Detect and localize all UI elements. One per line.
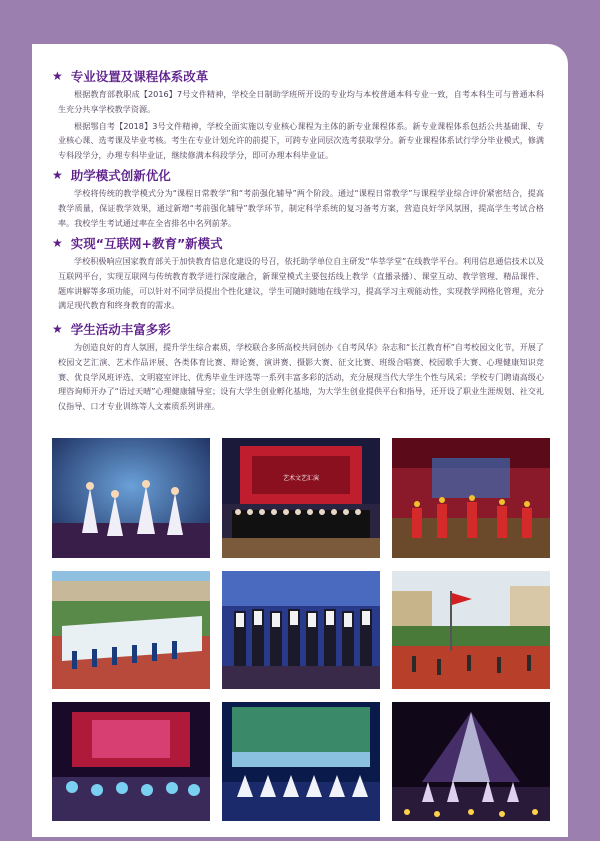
section-title: ★ 实现“互联网+教育”新模式 xyxy=(52,236,223,251)
section-title: ★ 助学模式创新优化 xyxy=(52,168,171,183)
section-title: ★ 学生活动丰富多彩 xyxy=(52,322,171,337)
section-student-activities xyxy=(32,320,568,414)
star-icon: ★ xyxy=(52,322,63,336)
photo-white-dress-dance xyxy=(222,702,380,821)
photo-light-show-dance xyxy=(392,702,550,821)
star-icon: ★ xyxy=(52,236,63,250)
photo-choir-contest xyxy=(222,571,380,689)
star-icon: ★ xyxy=(52,168,63,182)
section-paragraph: 学校将传统的教学模式分为“课程日常教学”和“考前强化辅导”两个阶段。通过“课程日常教学”与课程学业综合评价紧密结合，提高教学质量，保证教学效果，通过新增“考前强化辅导”教学环节，制定科学系统的复习备考方案，营造良好学风氛围，提高学生考试合格率。我校学生考试通过率在全省排名中名列前茅。 xyxy=(58,188,544,228)
photo-sports-field xyxy=(392,571,550,689)
section-paragraph: 学校积极响应国家教育部关于加快教育信息化建设的号召，依托助学单位自主研发“华莘学堂”在线教学平台。利用信息通信技术以及互联网平台，实现互联网与传统教育教学进行深度融合，新课堂模式主要包括线上教学（直播录播）、课堂互动、教学管理、精品课件、题库讲解等多项功能，可以针对不同学员提出个性化建议，学生可随时随地在线学习，提高学习主观能动性，实现教学网格化管理，充分满足现代教育和终身教育的需求。 xyxy=(58,256,544,311)
photo-art-gala-group xyxy=(222,438,380,558)
photo-dance-performance xyxy=(52,438,210,558)
section-title: ★ 专业设置及课程体系改革 xyxy=(52,69,209,84)
section-paragraph: 根据鄂自考【2018】3号文件精神，学校全面实施以专业核心课程为主体的新专业课程体系。新专业课程体系包括公共基础课、专业核心课、选考课及毕业考核。考生在专业计划允许的前提下，可跨专业同层次选考获取学分。新专业课程体系试行学分毕业模式，修满专科段学分，办理专科毕业证，继续修满本科段学分，即可办理本科毕业证。 xyxy=(58,120,544,161)
photo-grid xyxy=(52,438,550,825)
section-paragraph: 为创造良好的育人氛围，提升学生综合素质，学校联合多所高校共同创办《自考风华》杂志和“长江教育杯”自考校园文化节，开展了校园文艺汇演、艺术作品评展、各类体育比赛、辩论赛、演讲赛、摄影大赛、征文比赛、班级合唱赛、校园歌手大赛、心理健康知识竞赛、优良学风班评选、文明寝室评比、优秀毕业生评选等一系列丰富多彩的活动，充分展现当代大学生个性与风采；学校专门聘请高级心理咨询师开办了“语过天晴”心理健康辅导室；设有大学生创业孵化基地，为大学生创业提供平台和指导，还开设了职业生涯规划、社交礼仪指导、口才专业训练等人文素质系列讲座。 xyxy=(58,342,544,412)
star-icon: ★ xyxy=(52,69,63,83)
photo-stage-dance-red xyxy=(52,702,210,821)
section-major-setting xyxy=(32,67,568,163)
section-paragraph: 根据教育部教职成【2016】7号文件精神，学校全日制助学班所开设的专业均与本校普通本科专业一致，自考本科生可与普通本科生充分共享学校教学资源。 xyxy=(58,89,544,114)
section-teaching-mode xyxy=(32,166,568,230)
section-internet-education xyxy=(32,234,568,313)
photo-red-stage-performance xyxy=(392,438,550,558)
svg-text:艺术文艺汇演: 艺术文艺汇演 xyxy=(282,475,320,482)
photo-sports-parade xyxy=(52,571,210,689)
